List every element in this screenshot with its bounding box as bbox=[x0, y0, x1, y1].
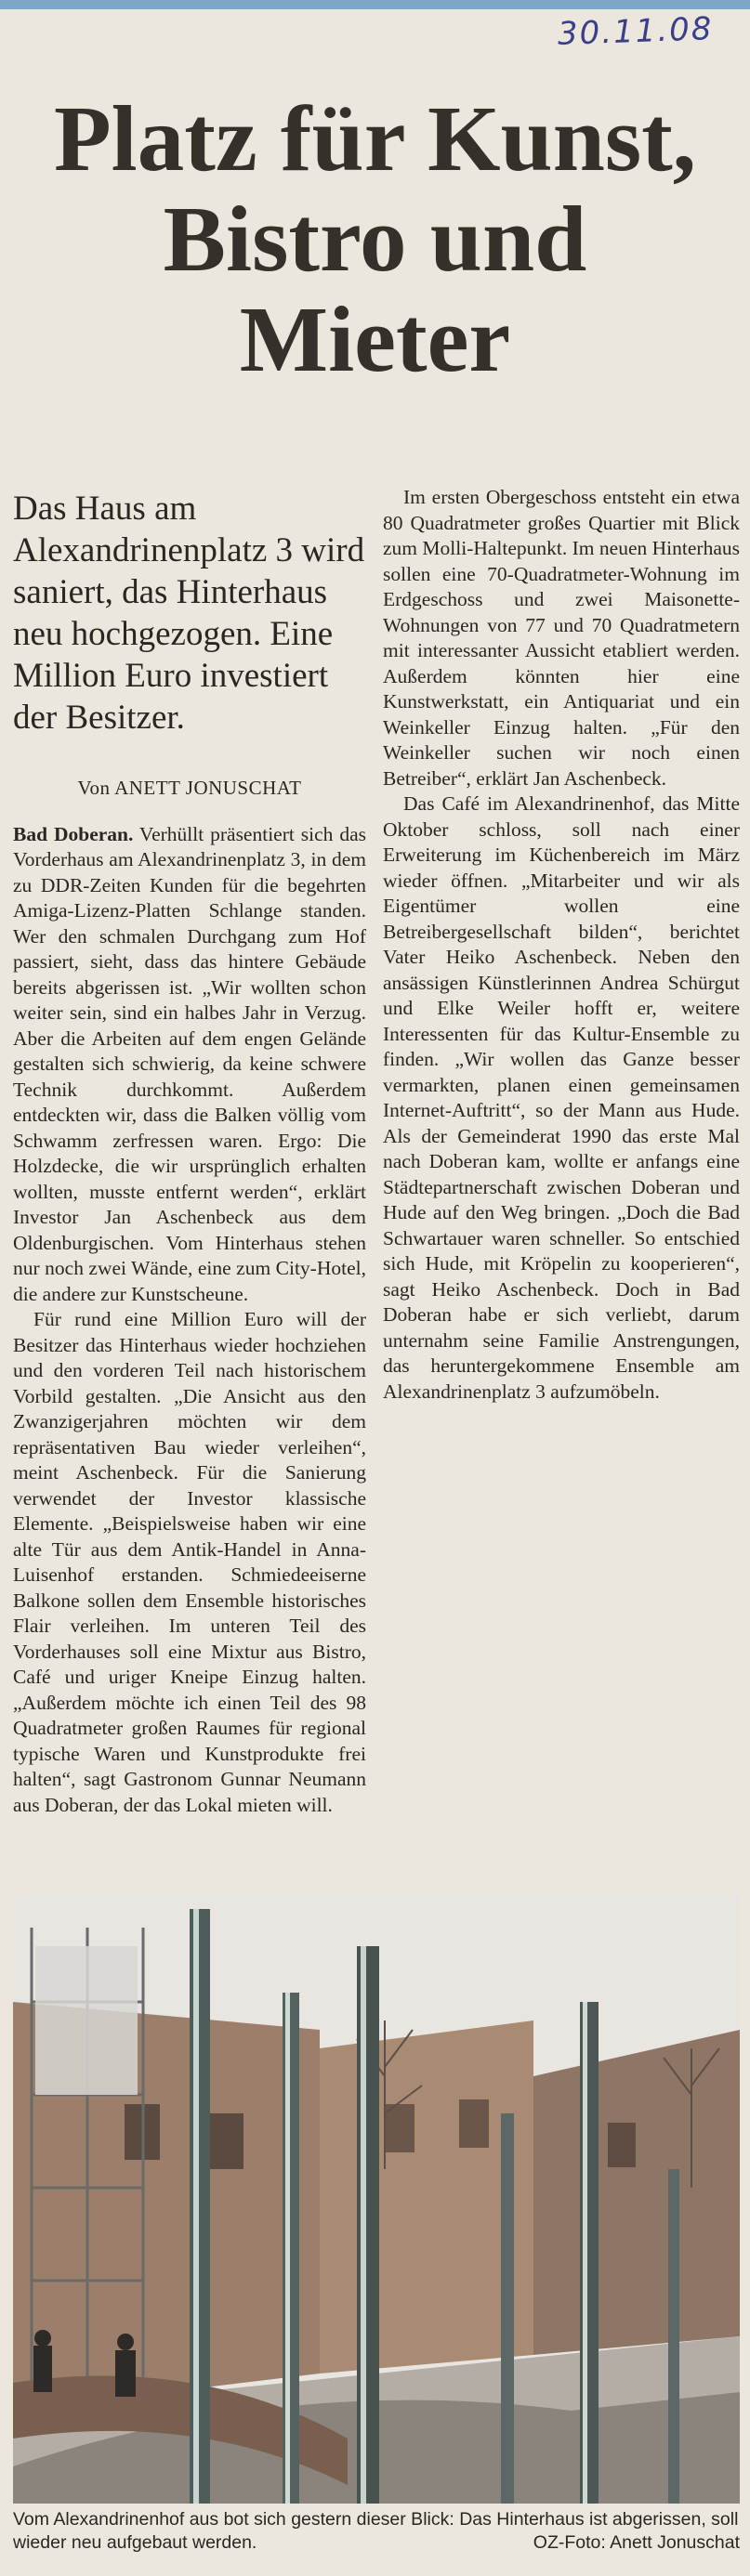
photo-construction-site bbox=[13, 1890, 740, 2504]
article-photo bbox=[13, 1890, 740, 2504]
lead-paragraph bbox=[13, 822, 366, 1308]
paragraph-3: Im ersten Obergeschoss entsteht ein etwa 80 Quadratmeter großes Quartier mit Blick zum Molli-Haltepunkt. Im neuen Hinterhaus sollen eine 70-Quadratmeter-Wohnung im Erdgeschoss und zwei Maisonette-Wohnungen von 77 und 70 Quadratmetern mit interessanter Aussicht etabliert werden. Außerdem könnten hier eine Kunstwerkstatt, ein Antiquariat und ein Weinkeller Einzug halten. „Für den Weinkeller suchen wir noch einen Betreiber“, erklärt Jan Aschenbeck. bbox=[383, 486, 740, 790]
column-right bbox=[383, 485, 740, 1405]
handwritten-date: 30.11.08 bbox=[556, 10, 714, 53]
article-deck: Das Haus am Alexandrinenplatz 3 wird saniert, das Hinterhaus neu hochgezogen. Eine Million Euro investiert der Besitzer. bbox=[13, 490, 365, 737]
scan-top-edge bbox=[0, 0, 750, 9]
column-left bbox=[13, 488, 366, 1920]
paragraph-2: Für rund eine Million Euro will der Besitzer das Hinterhaus wieder hochziehen und den vorderen Teil nach historischem Vorbild gestalten. „Die Ansicht aus den Zwanzigerjahren möchten wir dem repräsentativen Bau wieder verleihen“, meint Aschenbeck. Für die Sanierung verwendet der Investor klassische Elemente. „Beispielsweise haben wir eine alte Tür aus dem Antik-Handel in Anna-Luisenhof erstanden. Schmiedeeiserne Balkone sollen dem Ensemble historisches Flair verleihen. Im unteren Teil des Vorderhauses soll eine Mixtur aus Bistro, Café und uriger Kneipe Einzug halten. „Außerdem möchte ich einen Teil des 98 Quadratmeter großen Raumes für regional typische Waren und Kunstprodukte frei halten“, sagt Gastronom Gunnar Neumann aus Doberan, der das Lokal mieten will. bbox=[13, 1308, 366, 1816]
dateline: Bad Doberan. bbox=[13, 822, 134, 845]
photo-credit: OZ-Foto: Anett Jonuschat bbox=[533, 2532, 740, 2553]
paragraph-1: Verhüllt präsentiert sich das Vorderhaus am Alexandrinenplatz 3, in dem zu DDR-Zeiten Kunden für die begehrten Amiga-Lizenz-Platten Schlange standen. Wer den schmalen Durchgang zum Hof passiert, sieht, dass das hintere Gebäude bereits abgerissen ist. „Wir wollten schon weiter sein, sind ein halbes Jahr in Verzug. Aber die Arbeiten auf dem engen Gelände gestalten sich schwierig, da keine schwere Technik durchkommt. Außerdem entdeckten wir, dass die Balken völlig vom Schwamm zerfressen waren. Ergo: Die Holzdecke, die wir ursprünglich erhalten wollten, musste entfernt werden“, erklärt Investor Jan Aschenbeck aus dem Oldenburgischen. Vom Hinterhaus stehen nur noch zwei Wände, eine zum City-Hotel, die andere zur Kunstscheune. bbox=[13, 822, 366, 1305]
photo-caption bbox=[13, 2508, 740, 2555]
paragraph-4: Das Café im Alexandrinenhof, das Mitte Oktober schloss, soll nach einer Erweiterung im Küchenbereich im März wieder öffnen. „Mitarbeiter und wir als Eigentümer wollen eine Betreibergesellschaft bilden“, berichtet Vater Heiko Aschenbeck. Neben den ansässigen Künstlerinnen Andrea Schürgut und Elke Weiler hofft er, weitere Interessenten für das Kultur-Ensemble zu finden. „Wir wollen das Ganze besser vermarkten, planen einen gemeinsamen Internet-Auftritt“, so der Mann aus Hude. Als der Gemeinderat 1990 das erste Mal nach Doberan kam, wollte er anfangs eine Städtepartnerschaft zwischen Doberan und Hude auf den Weg bringen. „Doch die Bad Schwartauer waren schneller. So entschied sich Hude, mit Kröpelin zu kooperieren“, sagt Heiko Aschenbeck. Doch in Bad Doberan habe er sich verliebt, darum unternahm seine Familie Anstrengungen, das heruntergekommene Ensemble am Alexandrinenplatz 3 aufzumöbeln. bbox=[383, 792, 740, 1403]
headline: Platz für Kunst, Bistro und Mieter bbox=[53, 86, 697, 391]
caption-text: Vom Alexandrinenhof aus bot sich gestern dieser Blick: Das Hinterhaus ist abgerissen, soll wieder neu aufgebaut werden. bbox=[13, 2509, 739, 2553]
byline: Von ANETT JONUSCHAT bbox=[77, 777, 302, 799]
